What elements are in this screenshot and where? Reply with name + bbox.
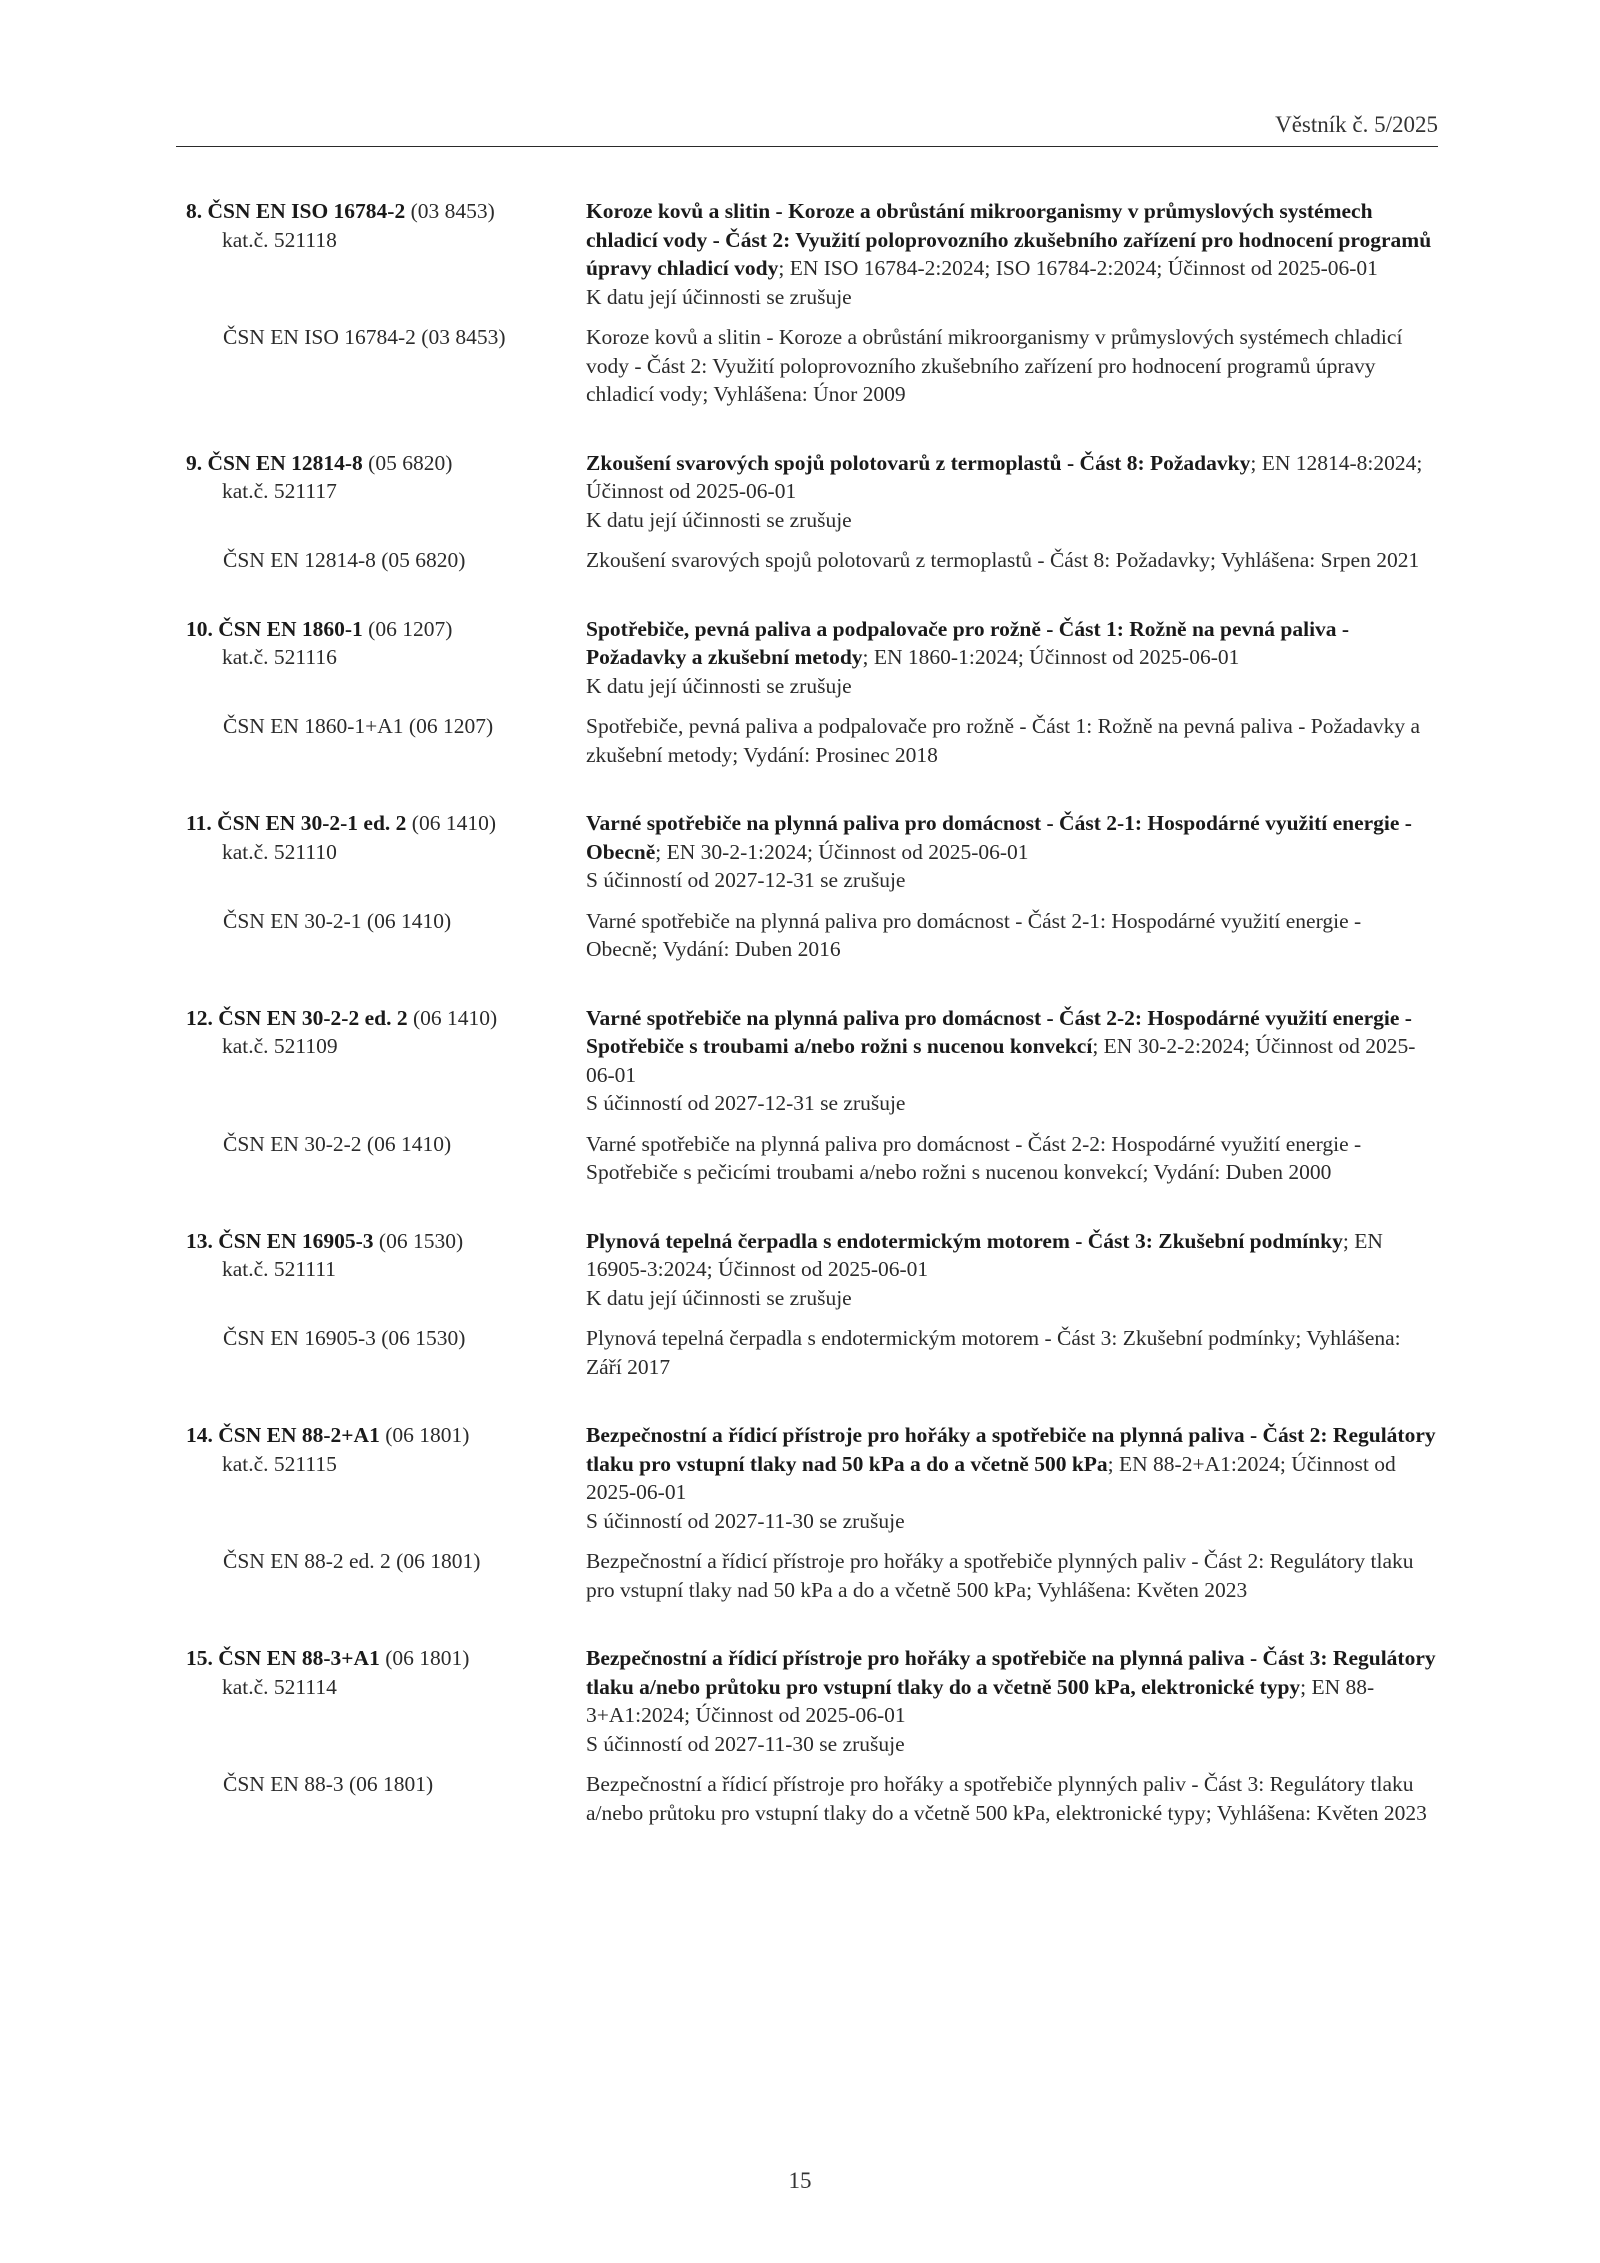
withdrawal-note: K datu její účinnosti se zrušuje: [586, 1285, 852, 1310]
new-standard-row: [186, 1227, 1436, 1313]
replaced-standard-row: [186, 712, 1436, 769]
standard-details: ; EN 88-2+A1:2024; Účinnost od 2025-06-01: [586, 1451, 1396, 1504]
replaced-standard-row: [186, 546, 1436, 575]
standard-title: Varné spotřebiče na plynná paliva pro domácnost - Část 2-1: Hospodárné využití energie - Obecně: [586, 811, 1412, 864]
entry-number: 14.: [186, 1423, 213, 1447]
replaced-standard-code: ČSN EN 88-2 ed. 2 (06 1801): [223, 1549, 481, 1573]
replaced-standard-row: [186, 323, 1436, 409]
replaced-standard-row: [186, 1547, 1436, 1604]
standard-designation: [186, 449, 586, 535]
standard-description: [586, 449, 1436, 535]
replaced-standard-row: [186, 1130, 1436, 1187]
standard-designation: [186, 809, 586, 895]
standard-title: Bezpečnostní a řídicí přístroje pro hořáky a spotřebiče na plynná paliva - Část 3: Regulátory tlaku a/nebo průtoku pro vstupní tlaky do a včetně 500 kPa, elektronické typy: [586, 1646, 1436, 1699]
standard-details: ; EN ISO 16784-2:2024; ISO 16784-2:2024; Účinnost od 2025-06-01: [778, 256, 1378, 280]
new-standard-row: [186, 1421, 1436, 1535]
standard-designation: [186, 1227, 586, 1313]
replaced-standard-description: Zkoušení svarových spojů polotovarů z termoplastů - Část 8: Požadavky; Vyhlášena: Srpen 2021: [586, 548, 1420, 572]
replaced-standard-row: [186, 907, 1436, 964]
standard-designation: [186, 1004, 586, 1118]
standard-entry: [186, 1227, 1436, 1382]
catalog-number: kat.č. 521110: [222, 839, 337, 864]
replaced-standard-row: [186, 1770, 1436, 1827]
standard-title: Varné spotřebiče na plynná paliva pro domácnost - Část 2-2: Hospodárné využití energie - Spotřebiče s troubami a/nebo rožni s nucenou konvekcí: [586, 1005, 1412, 1058]
catalog-number: kat.č. 521114: [222, 1674, 337, 1699]
classification-code: (06 1207): [368, 616, 453, 641]
page-header: [176, 112, 1438, 147]
standard-details: ; EN 1860-1:2024; Účinnost od 2025-06-01: [862, 645, 1240, 669]
withdrawal-note: K datu její účinnosti se zrušuje: [586, 507, 852, 532]
new-standard-row: [186, 615, 1436, 701]
standard-title: Zkoušení svarových spojů polotovarů z termoplastů - Část 8: Požadavky: [586, 450, 1251, 475]
classification-code: (06 1801): [385, 1423, 470, 1447]
replaced-standard-description: Spotřebiče, pevná paliva a podpalovače pro rožně - Část 1: Rožně na pevná paliva - Požadavky a zkušební metody; Vydání: Prosinec 2018: [586, 714, 1421, 767]
replaced-standard-description: Bezpečnostní a řídicí přístroje pro hořáky a spotřebiče plynných paliv - Část 3: Regulátory tlaku a/nebo průtoku pro vstupní tlaky do a včetně 500 kPa, elektronické typy; Vyhlášena: Květen 2023: [586, 1772, 1427, 1825]
new-standard-row: [186, 449, 1436, 535]
catalog-number: kat.č. 521117: [222, 479, 337, 503]
new-standard-row: [186, 809, 1436, 895]
classification-code: (03 8453): [410, 199, 495, 223]
standard-description: [586, 615, 1436, 701]
standard-entry: [186, 1421, 1436, 1604]
standard-title: Bezpečnostní a řídicí přístroje pro hořáky a spotřebiče na plynná paliva - Část 2: Regulátory tlaku pro vstupní tlaky nad 50 kPa a do a včetně 500 kPa: [586, 1423, 1436, 1476]
standard-entry: [186, 449, 1436, 575]
entry-number: 8.: [186, 199, 203, 223]
withdrawal-note: S účinností od 2027-12-31 se zrušuje: [586, 868, 906, 892]
classification-code: (06 1410): [412, 1005, 498, 1030]
classification-code: (05 6820): [368, 450, 453, 475]
entry-number: 15.: [186, 1646, 213, 1670]
standard-title: Koroze kovů a slitin - Koroze a obrůstání mikroorganismy v průmyslových systémech chladicí vody - Část 2: Využití poloprovozního zkušebního zařízení pro hodnocení programů úpravy chladicí vody: [586, 199, 1432, 280]
entry-number: 9.: [186, 450, 203, 475]
replaced-standard-code: ČSN EN 30-2-1 (06 1410): [223, 908, 452, 933]
standard-code: ČSN EN 1860-1: [218, 616, 363, 641]
standard-code: ČSN EN 88-2+A1: [218, 1423, 380, 1447]
standard-details: ; EN 12814-8:2024; Účinnost od 2025-06-01: [586, 450, 1423, 503]
replaced-standard-code: ČSN EN 16905-3 (06 1530): [223, 1326, 466, 1350]
standard-description: [586, 197, 1436, 311]
standard-code: ČSN EN 30-2-1 ed. 2: [217, 811, 407, 835]
replaced-standard-code: ČSN EN ISO 16784-2 (03 8453): [223, 325, 506, 349]
standard-code: ČSN EN 16905-3: [218, 1228, 374, 1253]
standard-entry: [186, 197, 1436, 409]
standard-description: [586, 1004, 1436, 1118]
standard-designation: [186, 1421, 586, 1535]
standard-designation: [186, 615, 586, 701]
standard-details: ; EN 88-3+A1:2024; Účinnost od 2025-06-01: [586, 1674, 1375, 1727]
standard-description: [586, 1644, 1436, 1758]
catalog-number: kat.č. 521118: [222, 227, 337, 252]
classification-code: (06 1410): [411, 811, 496, 835]
standard-code: ČSN EN 12814-8: [207, 450, 363, 475]
catalog-number: kat.č. 521115: [222, 1451, 337, 1476]
standard-code: ČSN EN 30-2-2 ed. 2: [218, 1005, 408, 1030]
replaced-standard-code: ČSN EN 30-2-2 (06 1410): [223, 1131, 452, 1156]
standard-description: [586, 809, 1436, 895]
catalog-number: kat.č. 521116: [222, 645, 337, 669]
standard-title: Spotřebiče, pevná paliva a podpalovače pro rožně - Část 1: Rožně na pevná paliva - Požadavky a zkušební metody: [586, 616, 1350, 669]
withdrawal-note: S účinností od 2027-11-30 se zrušuje: [586, 1508, 905, 1533]
standard-code: ČSN EN 88-3+A1: [218, 1646, 380, 1670]
replaced-standard-code: ČSN EN 88-3 (06 1801): [223, 1772, 434, 1796]
catalog-number: kat.č. 521111: [222, 1257, 337, 1281]
page-number: 15: [788, 2168, 812, 2193]
replaced-standard-description: Bezpečnostní a řídicí přístroje pro hořáky a spotřebiče plynných paliv - Část 2: Regulátory tlaku pro vstupní tlaky nad 50 kPa a do a včetně 500 kPa; Vyhlášena: Květen 2023: [586, 1549, 1414, 1602]
standard-entry: [186, 615, 1436, 770]
withdrawal-note: K datu její účinnosti se zrušuje: [586, 284, 852, 309]
new-standard-row: [186, 1644, 1436, 1758]
replaced-standard-code: ČSN EN 1860-1+A1 (06 1207): [223, 714, 494, 738]
entry-number: 10.: [186, 616, 213, 641]
entry-number: 12.: [186, 1005, 213, 1030]
classification-code: (06 1530): [378, 1228, 464, 1253]
standard-designation: [186, 1644, 586, 1758]
classification-code: (06 1801): [385, 1646, 470, 1670]
new-standard-row: [186, 1004, 1436, 1118]
replaced-standard-code: ČSN EN 12814-8 (05 6820): [223, 548, 466, 572]
standard-designation: [186, 197, 586, 311]
withdrawal-note: S účinností od 2027-12-31 se zrušuje: [586, 1091, 906, 1115]
replaced-standard-description: Koroze kovů a slitin - Koroze a obrůstání mikroorganismy v průmyslových systémech chladicí vody - Část 2: Využití poloprovozního zkušebního zařízení pro hodnocení programů úpravy chladicí vody; Vyhlášena: Únor 2009: [586, 325, 1403, 406]
standard-title: Plynová tepelná čerpadla s endotermickým motorem - Část 3: Zkušební podmínky: [586, 1228, 1343, 1253]
standard-entry: [186, 1644, 1436, 1827]
replaced-standard-description: Varné spotřebiče na plynná paliva pro domácnost - Část 2-2: Hospodárné využití energie - Spotřebiče s pečicími troubami a/nebo rožni s nucenou konvekcí; Vydání: Duben 2000: [586, 1131, 1362, 1184]
standards-list: [186, 197, 1436, 1867]
standard-entry: [186, 809, 1436, 964]
standard-entry: [186, 1004, 1436, 1187]
entry-number: 13.: [186, 1228, 213, 1253]
catalog-number: kat.č. 521109: [222, 1034, 338, 1058]
journal-issue-title: Věstník č. 5/2025: [1275, 112, 1438, 137]
standard-description: [586, 1227, 1436, 1313]
replaced-standard-row: [186, 1324, 1436, 1381]
withdrawal-note: S účinností od 2027-11-30 se zrušuje: [586, 1731, 905, 1756]
standard-details: ; EN 16905-3:2024; Účinnost od 2025-06-01: [586, 1228, 1383, 1281]
standard-details: ; EN 30-2-2:2024; Účinnost od 2025-06-01: [586, 1034, 1416, 1087]
entry-number: 11.: [186, 811, 212, 835]
standard-description: [586, 1421, 1436, 1535]
replaced-standard-description: Varné spotřebiče na plynná paliva pro domácnost - Část 2-1: Hospodárné využití energie - Obecně; Vydání: Duben 2016: [586, 908, 1362, 961]
replaced-standard-description: Plynová tepelná čerpadla s endotermickým motorem - Část 3: Zkušební podmínky; Vyhlášena: Září 2017: [586, 1326, 1401, 1379]
withdrawal-note: K datu její účinnosti se zrušuje: [586, 673, 852, 698]
standard-details: ; EN 30-2-1:2024; Účinnost od 2025-06-01: [655, 839, 1029, 864]
new-standard-row: [186, 197, 1436, 311]
standard-code: ČSN EN ISO 16784-2: [207, 199, 406, 223]
